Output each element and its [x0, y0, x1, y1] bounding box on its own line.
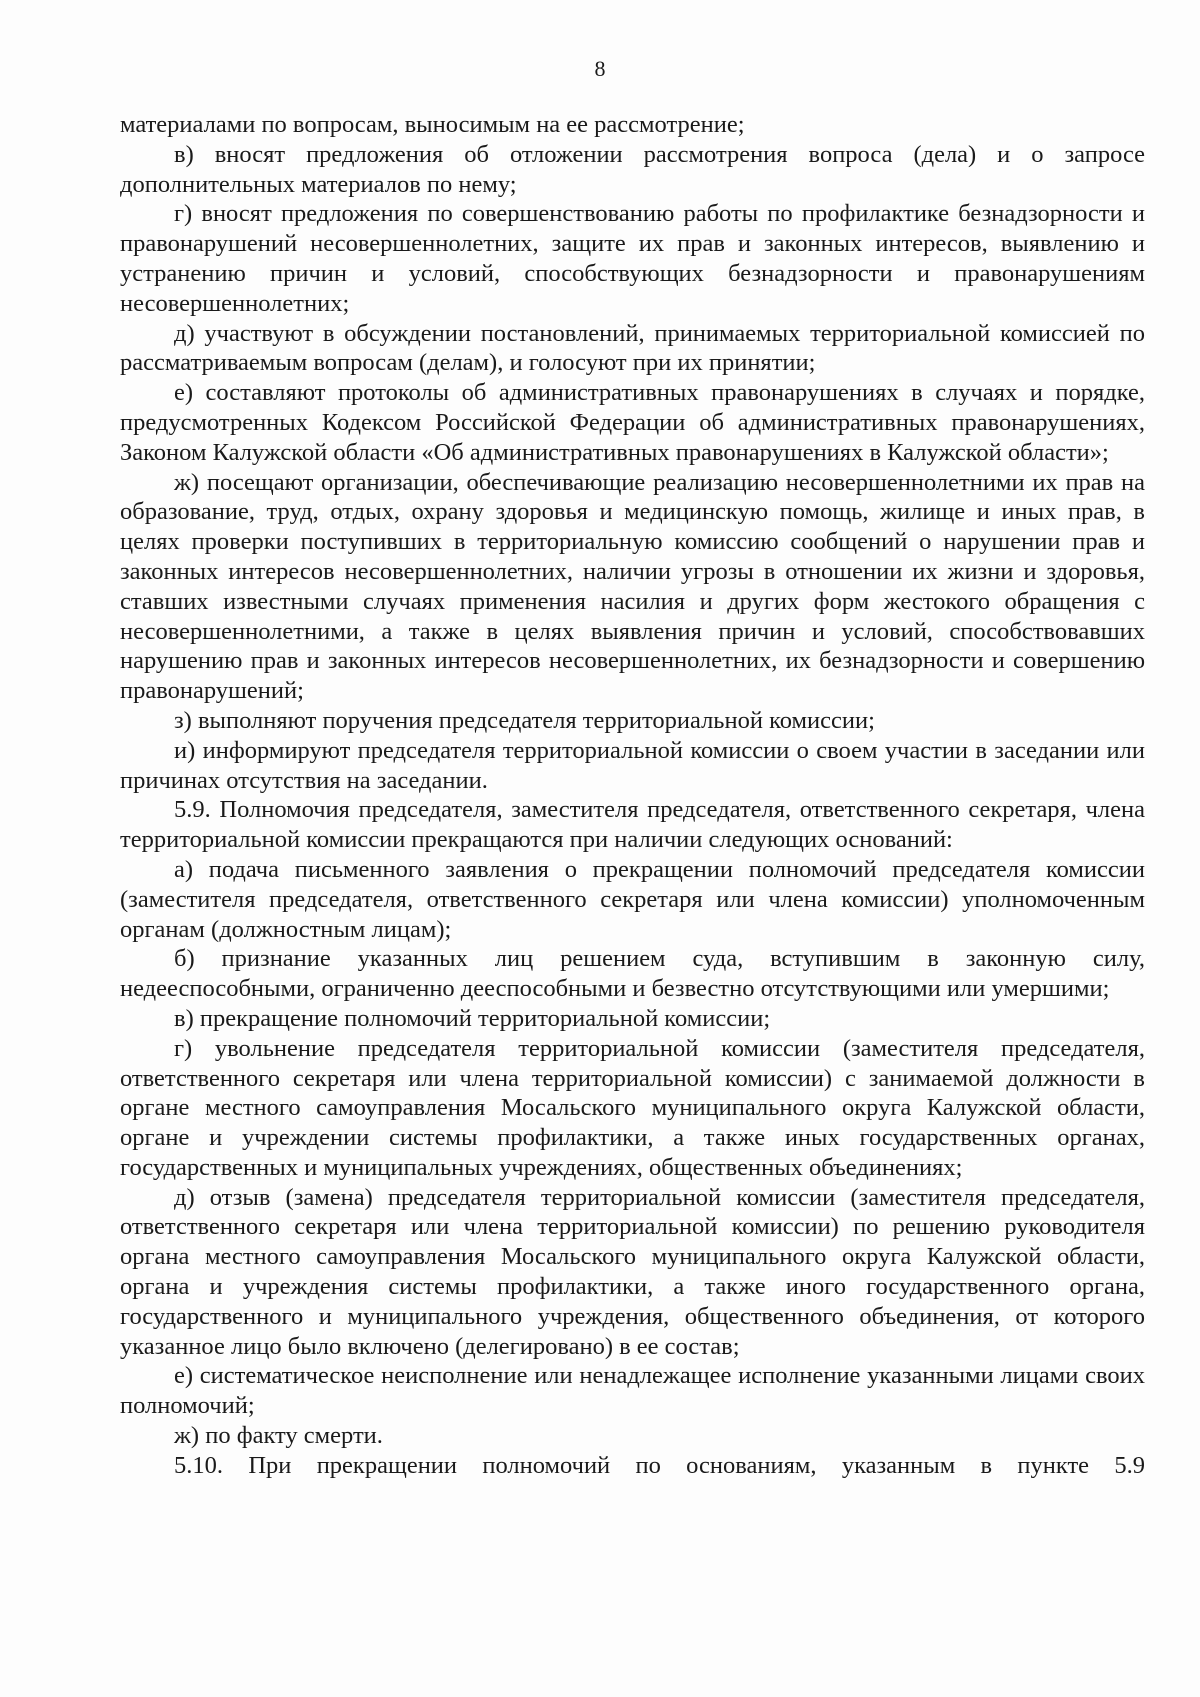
- paragraph-clause-5-10: 5.10. При прекращении полномочий по основаниям, указанным в пункте 5.9: [174, 1451, 1145, 1479]
- paragraph-item-d: д) участвуют в обсуждении постановлений, принимаемых территориальной комиссией по рассматриваемым вопросам (делам), и голосуют при их принятии;: [120, 319, 1145, 377]
- paragraph-item-g: г) вносят предложения по совершенствованию работы по профилактике безнадзорности и правонарушений несовершеннолетних, защите их прав и законных интересов, выявлению и устранению причин и условий, способствующих безнадзорности и правонарушениям несовершеннолетних;: [120, 200, 1145, 317]
- paragraph-item-i: и) информируют председателя территориальной комиссии о своем участии в заседании или причинах отсутствия на заседании.: [120, 736, 1145, 794]
- paragraph-item-e: е) составляют протоколы об административных правонарушениях в случаях и порядке, предусмотренных Кодексом Российской Федерации об административных правонарушениях, Законом Калужской области «Об административных правонарушениях в Калужской области»;: [120, 379, 1145, 466]
- paragraph-clause-5-9-v: в) прекращение полномочий территориальной комиссии;: [174, 1004, 771, 1032]
- paragraph-item-v: в) вносят предложения об отложении рассмотрения вопроса (дела) и о запросе дополнительных материалов по нему;: [120, 140, 1145, 198]
- page-number: 8: [594, 56, 606, 81]
- document-body: [120, 110, 1145, 1481]
- paragraph-clause-5-9-b: б) признание указанных лиц решением суда, вступившим в законную силу, недееспособными, ограниченно дееспособными и безвестно отсутствующими или умершими;: [120, 945, 1145, 1003]
- paragraph-clause-5-9-g: г) увольнение председателя территориальной комиссии (заместителя председателя, ответственного секретаря или члена территориальной комиссии) с занимаемой должности в органе местного самоуправления Мосальского муниципального округа Калужской области, органе и учреждении системы профилактики, а также иных государственных органах, государственных и муниципальных учреждениях, общественных объединениях;: [120, 1034, 1145, 1181]
- paragraph-clause-5-9-a: а) подача письменного заявления о прекращении полномочий председателя комиссии (заместителя председателя, ответственного секретаря или члена комиссии) уполномоченным органам (должностным лицам);: [120, 855, 1145, 943]
- paragraph-clause-5-9-d: д) отзыв (замена) председателя территориальной комиссии (заместителя председателя, ответственного секретаря или члена территориальной комиссии) по решению руководителя органа местного самоуправления Мосальского муниципального округа Калужской области, органа и учреждения системы профилактики, а также иного государственного органа, государственного и муниципального учреждения, общественного объединения, от которого указанное лицо было включено (делегировано) в ее состав;: [120, 1183, 1145, 1360]
- paragraph-continuation: материалами по вопросам, выносимым на ее рассмотрение;: [120, 111, 745, 138]
- paragraph-clause-5-9-zh: ж) по факту смерти.: [174, 1422, 383, 1450]
- paragraph-item-z: з) выполняют поручения председателя территориальной комиссии;: [174, 706, 875, 734]
- paragraph-clause-5-9: 5.9. Полномочия председателя, заместителя председателя, ответственного секретаря, члена территориальной комиссии прекращаются при наличии следующих оснований:: [120, 796, 1145, 854]
- paragraph-clause-5-9-e: е) систематическое неисполнение или ненадлежащее исполнение указанными лицами своих полномочий;: [120, 1362, 1145, 1420]
- paragraph-item-zh: ж) посещают организации, обеспечивающие реализацию несовершеннолетними их прав на образование, труд, отдых, охрану здоровья и медицинскую помощь, жилище и иных прав, в целях проверки поступивших в территориальную комиссию сообщений о нарушении прав и законных интересов несовершеннолетних, наличии угрозы в отношении их жизни и здоровья, ставших известными случаях применения насилия и других форм жестокого обращения с несовершеннолетними, а также в целях выявления причин и условий, способствовавших нарушению прав и законных интересов несовершеннолетних, их безнадзорности и совершению правонарушений;: [120, 468, 1145, 705]
